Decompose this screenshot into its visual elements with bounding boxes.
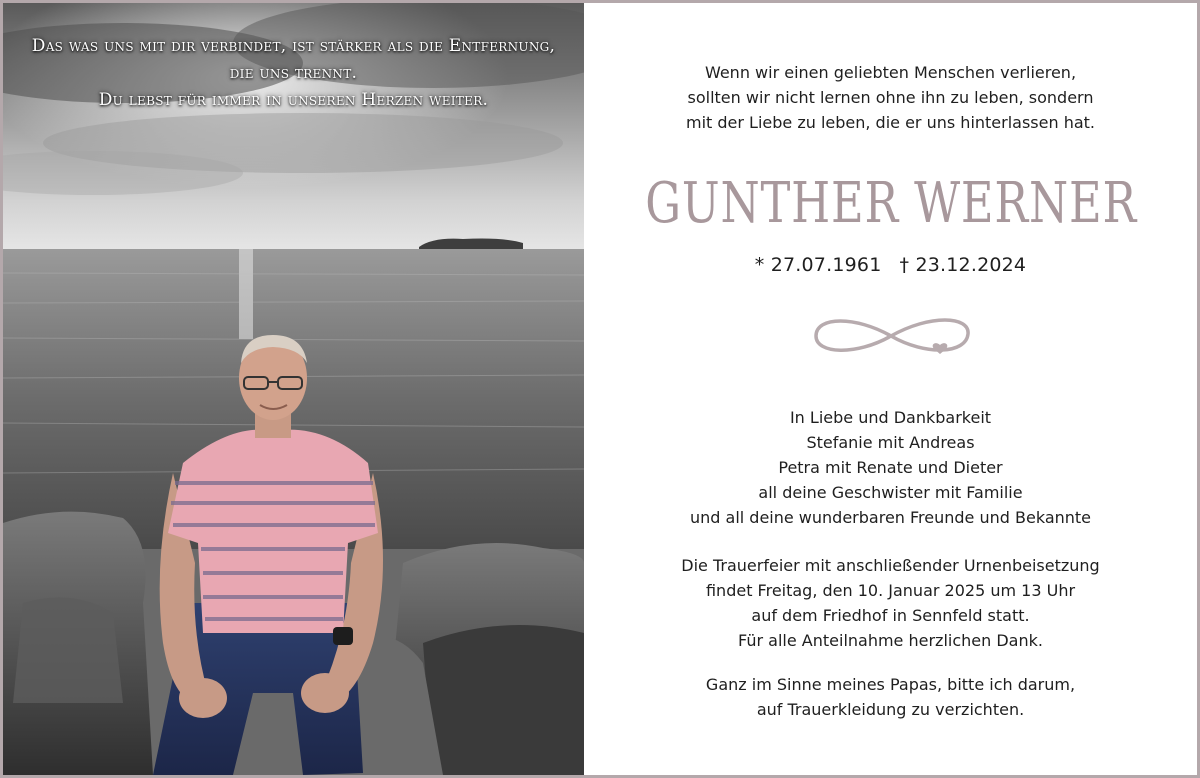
mourners-list (584, 405, 1197, 530)
sea-scene-illustration (3, 3, 584, 775)
ceremony-line: auf dem Friedhof in Sennfeld statt. (751, 606, 1030, 625)
quote-line: Du lebst für immer in unseren Herzen weiter. (98, 90, 489, 110)
quote-line: die uns trennt. (229, 63, 358, 83)
infinity-heart-icon (806, 308, 976, 360)
mourner-line: und all deine wunderbaren Freunde und Bekannte (689, 508, 1092, 527)
birth-date: * 27.07.1961 (754, 254, 882, 276)
memorial-quote (3, 33, 584, 114)
mourner-line: all deine Geschwister mit Familie (758, 483, 1023, 502)
ceremony-line: Die Trauerfeier mit anschließender Urnenbeisetzung (681, 556, 1100, 575)
ceremony-line: Für alle Anteilnahme herzlichen Dank. (738, 631, 1043, 650)
mourner-line: In Liebe und Dankbarkeit (789, 408, 992, 427)
quote-line: Das was uns mit dir verbindet, ist stärker als die Entfernung, (31, 36, 556, 56)
request-line: Ganz im Sinne meines Papas, bitte ich darum, (705, 675, 1076, 694)
ceremony-line: findet Freitag, den 10. Januar 2025 um 13 Uhr (705, 581, 1076, 600)
mourner-line: Stefanie mit Andreas (806, 433, 975, 452)
mourner-line: Petra mit Renate und Dieter (778, 458, 1003, 477)
motto-line: Wenn wir einen geliebten Menschen verlieren, (704, 63, 1077, 82)
motto-line: mit der Liebe zu leben, die er uns hinterlassen hat. (685, 113, 1096, 132)
memorial-photo (3, 3, 584, 775)
request-line: auf Trauerkleidung zu verzichten. (756, 700, 1025, 719)
ceremony-info (584, 553, 1197, 653)
obituary-text-panel (584, 3, 1197, 775)
obituary-card (3, 3, 1197, 775)
motto-line: sollten wir nicht lernen ohne ihn zu leben, sondern (687, 88, 1094, 107)
dress-request (584, 672, 1197, 722)
death-date: † 23.12.2024 (899, 254, 1027, 276)
motto (584, 60, 1197, 135)
deceased-name: GUNTHER WERNER (645, 171, 1137, 236)
life-dates (584, 254, 1197, 276)
